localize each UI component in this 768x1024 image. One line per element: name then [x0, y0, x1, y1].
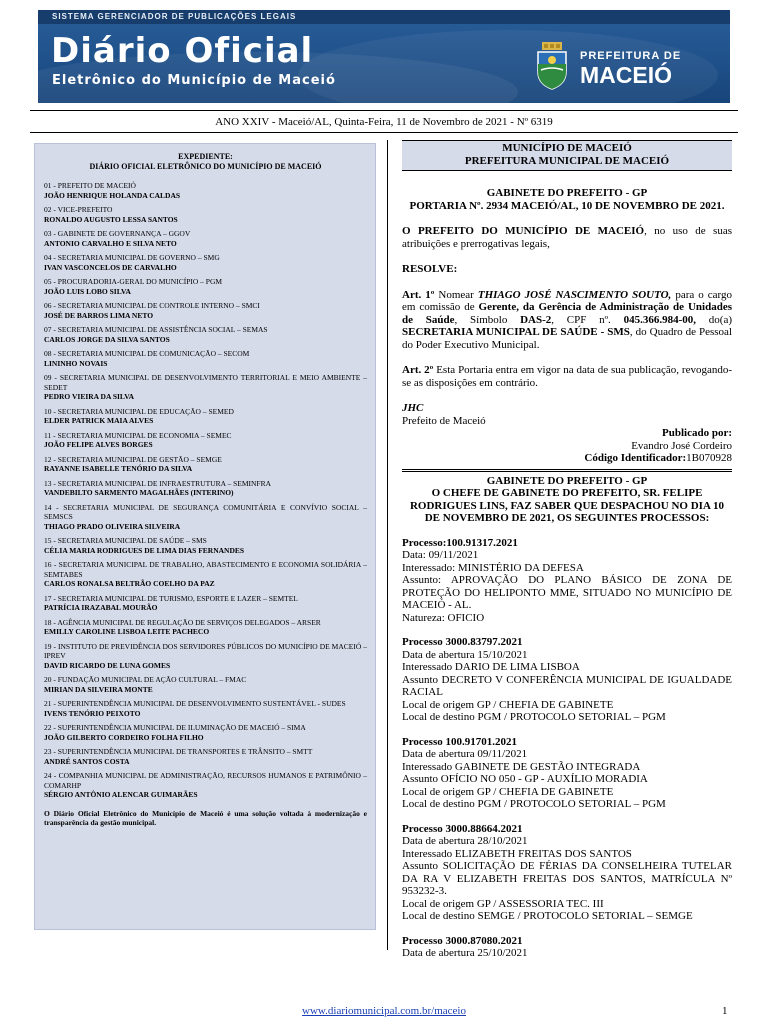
cargo: Gerente, da Gerência de Administração de Unidades de Saúde: [402, 301, 732, 326]
resolve-label: RESOLVE:: [402, 263, 458, 275]
process-title: Processo:100.91317.2021: [402, 536, 518, 549]
expediente-subtitle: DIÁRIO OFICIAL ELETRÔNICO DO MUNICÍPIO DE MACEIÓ: [89, 162, 322, 171]
expediente-role: 17 - SECRETARIA MUNICIPAL DE TURISMO, ESPORTE E LAZER – SEMTEL: [44, 593, 298, 603]
process-title: Processo 3000.87080.2021: [402, 934, 523, 947]
expediente-item: [44, 747, 367, 766]
expediente-role: 16 - SECRETARIA MUNICIPAL DE TRABALHO, ABASTECIMENTO E ECONOMIA SOLIDÁRIA – SEMTABES: [44, 560, 367, 579]
expediente-role: 13 - SECRETARIA MUNICIPAL DE INFRAESTRUTURA – SEMINFRA: [44, 478, 271, 488]
edition-line: ANO XXIV - Maceió/AL, Quinta-Feira, 11 de Novembro de 2021 - Nº 6319: [215, 116, 553, 128]
expediente-role: 08 - SECRETARIA MUNICIPAL DE COMUNICAÇÃO – SECOM: [44, 349, 250, 358]
process-entry: [402, 823, 732, 923]
published-by-name: Evandro José Cordeiro: [631, 439, 732, 452]
expediente-role: 06 - SECRETARIA MUNICIPAL DE CONTROLE INTERNO – SMCI: [44, 301, 260, 310]
art1-label: Art. 1º: [402, 288, 435, 301]
expediente-holder-name: RONALDO AUGUSTO LESSA SANTOS: [44, 214, 178, 224]
expediente-holder-name: LININHO NOVAIS: [44, 358, 108, 368]
expediente-holder-name: CÉLIA MARIA RODRIGUES DE LIMA DIAS FERNANDES: [44, 545, 245, 555]
expediente-holder-name: IVAN VASCONCELOS DE CARVALHO: [44, 262, 177, 272]
article-2: [402, 364, 732, 389]
expediente-role: 03 - GABINETE DE GOVERNANÇA – GGOV: [44, 229, 191, 238]
expediente-role: 01 - PREFEITO DE MACEIÓ: [44, 181, 136, 190]
expediente-item: [44, 560, 367, 589]
expediente-role: 09 - SECRETARIA MUNICIPAL DE DESENVOLVIMENTO TERRITORIAL E MEIO AMBIENTE – SEDET: [44, 373, 367, 392]
expediente-item: [44, 349, 367, 368]
process-entry: [402, 636, 732, 724]
process-destination: Local de destino PGM / PROTOCOLO SETORIAL – PGM: [402, 798, 666, 810]
simbolo: DAS-2: [520, 313, 552, 326]
system-line: SISTEMA GERENCIADOR DE PUBLICAÇÕES LEGAIS: [52, 12, 297, 21]
prefeitura-name: PREFEITURA MUNICIPAL DE MACEIÓ: [464, 155, 670, 167]
expediente-role: 22 - SUPERINTENDÊNCIA MUNICIPAL DE ILUMINAÇÃO DE MACEIÓ – SIMA: [44, 723, 306, 732]
article-1: [402, 289, 732, 352]
process-assunto: Assunto: APROVAÇÃO DO PLANO BÁSICO DE ZONA DE PROTEÇÃO DO HELIPONTO MME, SITUADO NO MUNICÍPIO DE MACEIÓ - AL.: [402, 574, 732, 611]
municipality-name: MUNICÍPIO DE MACEIÓ: [502, 142, 632, 154]
process-assunto: Assunto DECRETO V CONFERÊNCIA MUNICIPAL DE IGUALDADE RACIAL: [402, 673, 732, 698]
section-title: GABINETE DO PREFEITO - GP: [486, 474, 648, 487]
process-destination: Local de destino SEMGE / PROTOCOLO SETORIAL – SEMGE: [402, 910, 693, 922]
expediente-item: [44, 407, 367, 426]
expediente-role: 24 - COMPANHIA MUNICIPAL DE ADMINISTRAÇÃO, RECURSOS HUMANOS E PATRIMÔNIO – COMARHP: [44, 771, 367, 790]
section-separator: [402, 469, 732, 472]
process-interessado: Interessado DARIO DE LIMA LISBOA: [402, 661, 580, 673]
expediente-role: 20 - FUNDAÇÃO MUNICIPAL DE AÇÃO CULTURAL – FMAC: [44, 675, 247, 684]
process-assunto: Assunto OFÍCIO NO 050 - GP - AUXÍLIO MORADIA: [402, 773, 648, 785]
expediente-holder-name: JOÃO FELIPE ALVES BORGES: [44, 440, 153, 449]
right-column: [402, 140, 732, 960]
expediente-holder-name: PEDRO VIEIRA DA SILVA: [44, 392, 135, 401]
process-natureza: Natureza: OFICIO: [402, 611, 485, 624]
expediente-holder-name: ANDRÉ SANTOS COSTA: [44, 756, 130, 766]
footer-url-line: [0, 1005, 768, 1017]
expediente-panel: [34, 143, 376, 930]
expediente-role: 21 - SUPERINTENDÊNCIA MUNICIPAL DE DESENVOLVIMENTO SUSTENTÁVEL - SUDES: [44, 699, 346, 708]
expediente-holder-name: JOSÉ DE BARROS LIMA NETO: [44, 310, 154, 320]
expediente-item: [44, 723, 367, 742]
intro-rest: , no uso de suas atribuições e prerrogativas legais,: [402, 225, 732, 250]
expediente-item: [44, 675, 367, 694]
column-divider: [387, 140, 388, 950]
signer: JHC: [402, 402, 424, 414]
expediente-item: [44, 771, 367, 800]
expediente-role: 10 - SECRETARIA MUNICIPAL DE EDUCAÇÃO – SEMED: [44, 406, 234, 416]
cpf: 045.366.984-00,: [623, 313, 697, 326]
expediente-item: [44, 455, 367, 474]
expediente-item: [44, 642, 367, 671]
expediente-heading: [44, 152, 367, 172]
expediente-footer: O Diário Oficial Eletrônico do Município de Maceió é uma solução voltada à modernização e transparência da gestão municipal.: [44, 808, 367, 827]
identifier-line: [402, 452, 732, 465]
portaria-title: PORTARIA Nº. 2934 MACEIÓ/AL, 10 DE NOVEMBRO DE 2021.: [409, 199, 725, 212]
expediente-item: [44, 181, 367, 200]
identifier-label: Código Identificador:: [584, 452, 687, 464]
expediente-holder-name: ANTONIO CARVALHO E SILVA NETO: [44, 238, 177, 248]
expediente-holder-name: RAYANNE ISABELLE TENÓRIO DA SILVA: [44, 464, 193, 473]
published-by-label: Publicado por:: [662, 427, 732, 439]
expediente-holder-name: ELDER PATRICK MAIA ALVES: [44, 416, 154, 425]
expediente-item: [44, 373, 367, 402]
art1-text: , Símbolo: [454, 313, 521, 326]
despacho-heading: O CHEFE DE GABINETE DO PREFEITO, SR. FELIPE RODRIGUES LINS, FAZ SABER QUE DESPACHOU NO DIA 10 DE NOVEMBRO DE 2021, OS SEGUINTES PROCESSOS:: [409, 487, 725, 524]
expediente-item: [44, 536, 367, 555]
process-entry: [402, 736, 732, 811]
process-entry: [402, 537, 732, 625]
expediente-role: 11 - SECRETARIA MUNICIPAL DE ECONOMIA – SEMEC: [44, 430, 232, 440]
expediente-role: 14 - SECRETARIA MUNICIPAL DE SEGURANÇA COMUNITÁRIA E CONVÍVIO SOCIAL – SEMSCS: [44, 502, 367, 521]
expediente-title: EXPEDIENTE:: [178, 152, 233, 161]
process-origin: Local de origem GP / ASSESSORIA TEC. III: [402, 897, 604, 910]
expediente-holder-name: THIAGO PRADO OLIVEIRA SILVEIRA: [44, 521, 181, 531]
expediente-role: 02 - VICE-PREFEITO: [44, 205, 113, 214]
art1-text: do(a): [696, 313, 732, 326]
intro-bold: O PREFEITO DO MUNICÍPIO DE MACEIÓ: [402, 225, 645, 237]
prefeitura-label: PREFEITURA DE: [580, 50, 682, 62]
art1-text: , do Quadro de Pessoal do Poder Executivo Municipal.: [402, 326, 732, 351]
page-number: 1: [722, 1005, 728, 1017]
process-interessado: Interessado ELIZABETH FREITAS DOS SANTOS: [402, 847, 632, 860]
process-title: Processo 100.91701.2021: [402, 735, 517, 748]
process-date: Data de abertura 28/10/2021: [402, 835, 528, 847]
art1-text: para o cargo em comissão de: [402, 288, 732, 313]
process-interessado: Interessado GABINETE DE GESTÃO INTEGRADA: [402, 760, 641, 773]
prefeitura-city: MACEIÓ: [580, 62, 672, 88]
expediente-role: 07 - SECRETARIA MUNICIPAL DE ASSISTÊNCIA SOCIAL – SEMAS: [44, 325, 268, 334]
expediente-holder-name: EMILLY CAROLINE LISBOA LEITE PACHECO: [44, 627, 210, 636]
coat-of-arms-icon: [532, 42, 572, 90]
expediente-item: [44, 699, 367, 718]
expediente-holder-name: CARLOS RONALSA BELTRÃO COELHO DA PAZ: [44, 579, 215, 588]
expediente-holder-name: IVENS TENÓRIO PEIXOTO: [44, 708, 141, 718]
process-interessado: Interessado: MINISTÉRIO DA DEFESA: [402, 561, 584, 574]
expediente-holder-name: JOÃO GILBERTO CORDEIRO FOLHA FILHO: [44, 732, 204, 742]
expediente-holder-name: SÉRGIO ANTÔNIO ALENCAR GUIMARÃES: [44, 790, 198, 799]
expediente-role: 23 - SUPERINTENDÊNCIA MUNICIPAL DE TRANSPORTES E TRÂNSITO – SMTT: [44, 747, 313, 756]
masthead-subtitle: Eletrônico do Município de Maceió: [52, 73, 336, 88]
expediente-item: [44, 301, 367, 320]
expediente-holder-name: DAVID RICARDO DE LUNA GOMES: [44, 660, 171, 670]
identifier-value: 1B070928: [686, 452, 732, 464]
expediente-item: [44, 479, 367, 498]
expediente-role: 05 - PROCURADORIA-GERAL DO MUNICÍPIO – PGM: [44, 277, 223, 286]
appointee-name: THIAGO JOSÉ NASCIMENTO SOUTO,: [477, 288, 672, 301]
website-link[interactable]: www.diariomunicipal.com.br/maceio: [302, 1005, 466, 1017]
expediente-role: 15 - SECRETARIA MUNICIPAL DE SAÚDE – SMS: [44, 536, 207, 545]
expediente-role: 04 - SECRETARIA MUNICIPAL DE GOVERNO – SMG: [44, 253, 220, 262]
process-date: Data de abertura 09/11/2021: [402, 748, 528, 760]
art1-text: Nomear: [434, 288, 478, 301]
expediente-item: [44, 618, 367, 637]
expediente-item: [44, 503, 367, 532]
process-date: Data: 09/11/2021: [402, 549, 479, 561]
expediente-item: [44, 253, 367, 272]
header-rule-top: [30, 110, 738, 111]
process-date: Data de abertura 15/10/2021: [402, 648, 528, 661]
process-title: Processo 3000.88664.2021: [402, 822, 523, 835]
signer-role: Prefeito de Maceió: [402, 414, 486, 427]
process-date: Data de abertura 25/10/2021: [402, 947, 528, 959]
masthead-title: Diário Oficial: [51, 31, 314, 71]
expediente-role: 18 - AGÊNCIA MUNICIPAL DE REGULAÇÃO DE SERVIÇOS DELEGADOS – ARSER: [44, 617, 321, 627]
expediente-item: [44, 594, 367, 613]
process-destination: Local de destino PGM / PROTOCOLO SETORIAL – PGM: [402, 711, 666, 723]
expediente-role: 19 - INSTITUTO DE PREVIDÊNCIA DOS SERVIDORES PÚBLICOS DO MUNICÍPIO DE MACEIÓ – IPREV: [44, 641, 367, 660]
expediente-role: 12 - SECRETARIA MUNICIPAL DE GESTÃO – SEMGE: [44, 454, 222, 464]
municipality-header: [402, 140, 732, 171]
expediente-holder-name: JOÃO HENRIQUE HOLANDA CALDAS: [44, 190, 181, 200]
expediente-item: [44, 325, 367, 344]
section-title: GABINETE DO PREFEITO - GP: [486, 187, 648, 199]
expediente-item: [44, 277, 367, 296]
art2-text: Esta Portaria entra em vigor na data de sua publicação, revogando-se as disposições em contrário.: [402, 364, 732, 389]
expediente-holder-name: CARLOS JORGE DA SILVA SANTOS: [44, 334, 170, 344]
process-origin: Local de origem GP / CHEFIA DE GABINETE: [402, 785, 614, 798]
portaria-intro: [402, 225, 732, 250]
expediente-item: [44, 229, 367, 248]
expediente-item: [44, 205, 367, 224]
expediente-list: [44, 181, 367, 800]
expediente-item: [44, 431, 367, 450]
art2-label: Art. 2º: [402, 364, 434, 376]
header-rule-bottom: [30, 132, 738, 133]
process-origin: Local de origem GP / CHEFIA DE GABINETE: [402, 698, 614, 711]
secretaria: SECRETARIA MUNICIPAL DE SAÚDE - SMS: [402, 326, 630, 338]
process-assunto: Assunto SOLICITAÇÃO DE FÉRIAS DA CONSELHEIRA TUTELAR DA RA V ELIZABETH FREITAS DOS SANTOS, MATRÍCULA Nº 953232-3.: [402, 860, 732, 897]
process-entry: [402, 935, 732, 960]
expediente-holder-name: PATRÍCIA IRAZABAL MOURÃO: [44, 603, 158, 612]
expediente-holder-name: MIRIAN DA SILVEIRA MONTE: [44, 684, 153, 694]
expediente-holder-name: VANDEBILTO SARMENTO MAGALHÃES (INTERINO): [44, 488, 234, 497]
art1-text: , CPF nº.: [551, 313, 624, 326]
masthead-banner: [38, 10, 730, 103]
expediente-holder-name: JOÃO LUIS LOBO SILVA: [44, 286, 131, 296]
process-title: Processo 3000.83797.2021: [402, 636, 523, 648]
